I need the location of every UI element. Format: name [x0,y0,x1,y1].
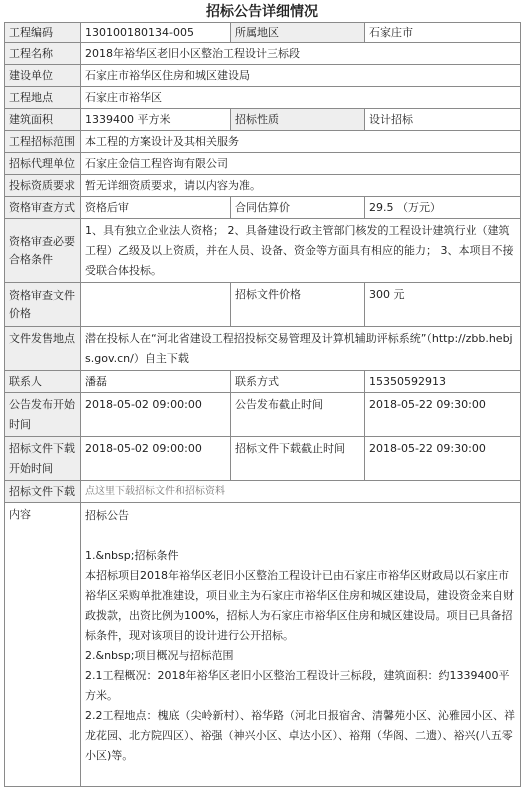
name-value: 2018年裕华区老旧小区整治工程设计三标段 [81,43,521,65]
review-file-price-value [81,283,231,327]
contract-price-label: 合同估算价 [231,197,365,219]
review-method-label: 资格审查方式 [5,197,81,219]
publish-end-value: 2018-05-22 09:30:00 [365,393,521,437]
content-body [81,503,521,787]
page-title: 招标公告详细情况 [206,4,318,20]
content-label: 内容 [5,503,81,787]
place-value: 石家庄市裕华区 [81,87,521,109]
conditions-value: 1、具有独立企业法人资格； 2、具备建设行政主管部门核发的工程设计建筑行业（建筑工程）乙级及以上资质，并在人员、设备、资金等方面具有相应的能力； 3、本项目不接受联合体投标。 [81,219,521,283]
issue-location-value: 潜在投标人在“河北省建设工程招投标交易管理及计算机辅助评标系统”（http://zbb.hebjs.gov.cn/）自主下载 [81,327,521,371]
download-cell [81,481,521,503]
qualification-value: 暂无详细资质要求，请以内容为准。 [81,175,521,197]
contact-label: 联系人 [5,371,81,393]
conditions-label: 资格审查必要合格条件 [5,219,81,283]
download-start-value: 2018-05-02 09:00:00 [81,437,231,481]
name-label: 工程名称 [5,43,81,65]
phone-label: 联系方式 [231,371,365,393]
phone-value: 15350592913 [365,371,521,393]
tender-detail-table [4,22,521,787]
agent-value: 石家庄金信工程咨询有限公司 [81,153,521,175]
issue-location-label: 文件发售地点 [5,327,81,371]
publish-end-label: 公告发布截止时间 [231,393,365,437]
section-2-title: 2.&nbsp;项目概况与招标范围 [85,649,234,662]
nature-label: 招标性质 [231,109,365,131]
unit-value: 石家庄市裕华区住房和城区建设局 [81,65,521,87]
contact-value: 潘磊 [81,371,231,393]
code-value: 130100180134-005 [81,23,231,43]
size-label: 建筑面积 [5,109,81,131]
unit-label: 建设单位 [5,65,81,87]
section-1-title: 1.&nbsp;招标条件 [85,549,179,562]
nature-value: 设计招标 [365,109,521,131]
publish-start-label: 公告发布开始时间 [5,393,81,437]
contract-price-value: 29.5 （万元） [365,197,521,219]
section-1-text: 本招标项目2018年裕华区老旧小区整治工程设计已由石家庄市裕华区财政局以石家庄市裕华区采购单批准建设，项目业主为石家庄市裕华区住房和城区建设局，建设资金来自财政拨款，出资比例为100%，招标人为石家庄市裕华区住房和城区建设局。项目已具备招标条件，现对该项目的设计进行公开招标。 [85,569,514,642]
bid-file-price-value: 300 元 [365,283,521,327]
section-2-2-text: 2.2工程地点：槐底（尖岭新村）、裕华路（河北日报宿舍、清馨苑小区、沁雅园小区、祥龙花园、北方院四区）、裕强（神兴小区、卓达小区）、裕翔（华阁、二遗）、裕兴(八五零小区)等。 [85,709,515,762]
code-label: 工程编码 [5,23,81,43]
download-label: 招标文件下载 [5,481,81,503]
agent-label: 招标代理单位 [5,153,81,175]
download-start-label: 招标文件下载开始时间 [5,437,81,481]
review-file-price-label: 资格审查文件价格 [5,283,81,327]
review-method-value: 资格后审 [81,197,231,219]
download-link[interactable]: 点这里下载招标文件和招标资料 [85,486,225,497]
download-end-label: 招标文件下载截止时间 [231,437,365,481]
scope-value: 本工程的方案设计及其相关服务 [81,131,521,153]
place-label: 工程地点 [5,87,81,109]
area-label: 所属地区 [231,23,365,43]
bid-file-price-label: 招标文件价格 [231,283,365,327]
area-value: 石家庄市 [365,23,521,43]
scope-label: 工程招标范围 [5,131,81,153]
download-end-value: 2018-05-22 09:30:00 [365,437,521,481]
qualification-label: 投标资质要求 [5,175,81,197]
size-value: 1339400 平方米 [81,109,231,131]
content-heading: 招标公告 [85,509,129,522]
section-2-1-text: 2.1工程概况：2018年裕华区老旧小区整治工程设计三标段，建筑面积：约1339400平方米。 [85,669,510,702]
publish-start-value: 2018-05-02 09:00:00 [81,393,231,437]
